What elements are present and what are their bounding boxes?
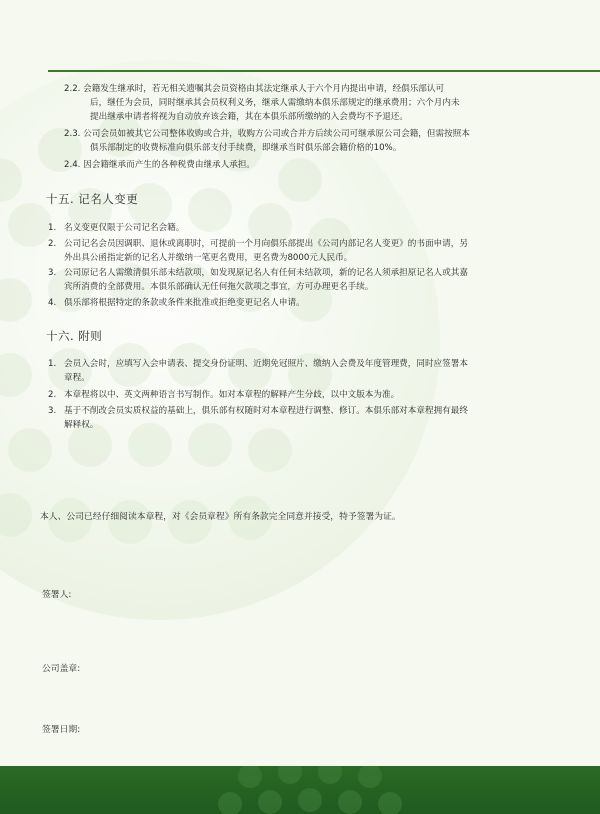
item-16-2-line-1: 本章程将以中、英文两种语言书写制作。如对本章程的解释产生分歧，以中文版本为准。	[64, 390, 400, 400]
clause-2-2-line-2: 后，继任为会员，同时继承其会员权利义务，继承人需缴纳本俱乐部规定的继承费用；六个月内未	[90, 98, 460, 108]
item-16-3-line-2: 解释权。	[64, 420, 99, 430]
item-16-3-line-1: 基于不削改会员实质权益的基础上，俱乐部有权随时对本章程进行调整、修订。本俱乐部对本章程拥有最终	[64, 406, 468, 416]
item-16-1-line-2: 章程。	[64, 373, 90, 383]
section-16-heading: 十六. 附则	[46, 329, 103, 343]
item-15-2-line-1: 公司记名会员因调职、退休或离职时，可提前一个月向俱乐部提出《公司内部记名人变更》的书面申请，另	[64, 239, 468, 249]
clause-2-3-line-1: 2.3. 公司会员如被其它公司整体收购或合并，收购方公司或合并方后续公司可继承原公司会籍，但需按照本	[64, 129, 470, 139]
item-16-3-number: 3.	[48, 406, 57, 416]
company-seal-label: 公司盖章:	[42, 664, 81, 674]
clause-2-2-line-1: 2.2. 会籍发生继承时，若无相关遗嘱其会员资格由其法定继承人于六个月内提出申请，经俱乐部认可	[64, 84, 445, 94]
item-15-3-line-1: 公司原记名人需缴清俱乐部未结款项，如发现原记名人有任何未结款项，新的记名人须承担原记名人或其嘉	[64, 268, 468, 278]
item-15-3-line-2: 宾所消费的全部费用。本俱乐部确认无任何拖欠款项之事宜，方可办理更名手续。	[64, 282, 374, 292]
item-15-3-number: 3.	[48, 268, 57, 278]
item-16-1-line-1: 会员入会时，应填写入会申请表、提交身份证明、近期免冠照片、缴纳入会费及年度管理费，同时应签署本	[64, 359, 468, 369]
declaration: 本人、公司已经仔细阅读本章程，对《会员章程》所有条款完全同意并接受，特予签署为证。	[40, 512, 401, 522]
footer-band	[0, 766, 600, 814]
item-15-1-line-1: 名义变更仅限于公司记名会籍。	[64, 223, 185, 233]
signer-label: 签署人:	[42, 590, 72, 600]
item-15-2-line-2: 外出具公函指定新的记名人并缴纳一笔更名费用，更名费为8000元人民币。	[64, 253, 353, 263]
clause-2-4-line-1: 2.4. 因会籍继承而产生的各种税费由继承人承担。	[64, 160, 256, 170]
item-16-1-number: 1.	[48, 359, 57, 369]
clause-2-2-line-3: 提出继承申请者将视为自动放弃该会籍，其在本俱乐部所缴纳的入会费均不予退还。	[90, 112, 408, 122]
clause-2-3-line-2: 俱乐部制定的收费标准向俱乐部支付手续费，即继承当时俱乐部会籍价格的10%。	[90, 143, 402, 153]
item-15-2-number: 2.	[48, 239, 57, 249]
section-15-heading: 十五. 记名人变更	[46, 192, 139, 206]
item-16-2-number: 2.	[48, 390, 57, 400]
item-15-4-number: 4.	[48, 298, 57, 308]
signing-date-label: 签署日期:	[42, 725, 81, 735]
item-15-1-number: 1.	[48, 223, 57, 233]
footer-ball-pattern	[0, 766, 600, 814]
item-15-4-line-1: 俱乐部将根据特定的条款或条件来批准或拒绝变更记名人申请。	[64, 298, 305, 308]
